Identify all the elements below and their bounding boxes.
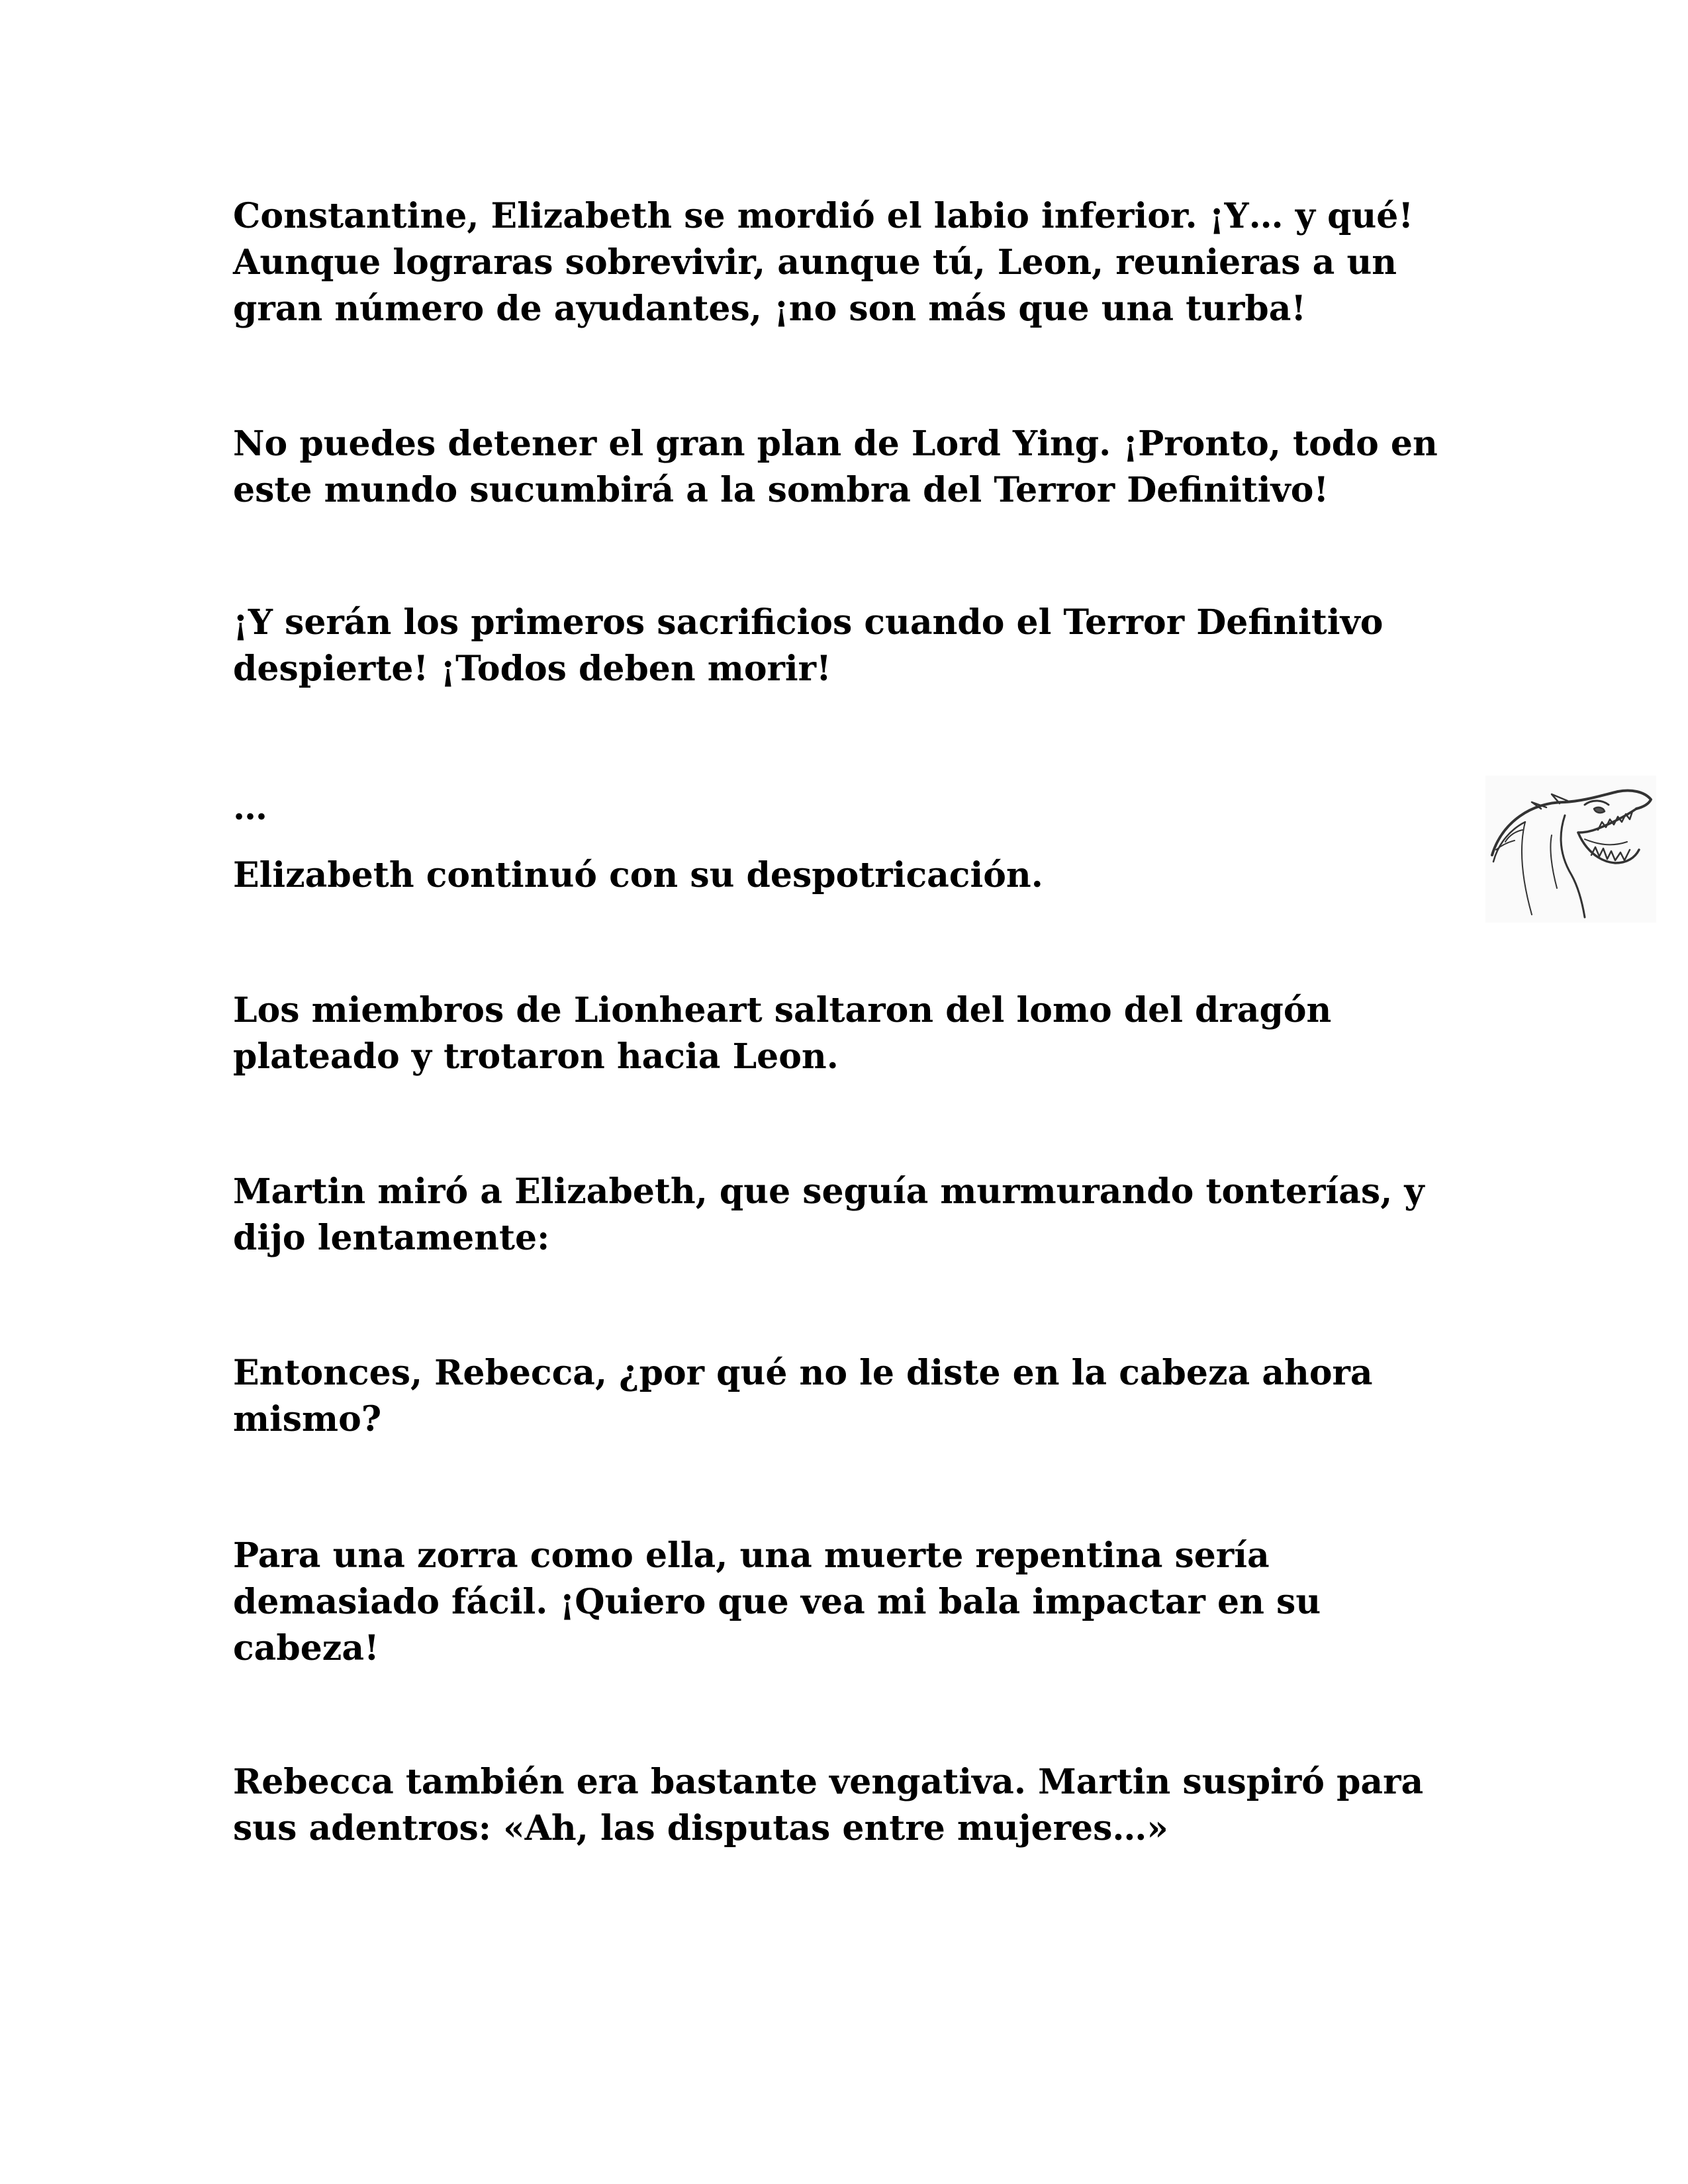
dragon-head-sketch-icon bbox=[1485, 776, 1656, 923]
paragraph-8: Para una zorra como ella, una muerte repentina sería demasiado fácil. ¡Quiero que vea mi bala impactar en su cabeza! bbox=[233, 1535, 1321, 1668]
paragraph-5: Los miembros de Lionheart saltaron del lomo del dragón plateado y trotaron hacia Leon. bbox=[233, 990, 1332, 1077]
paragraph-3: ¡Y serán los primeros sacrificios cuando el Terror Definitivo despierte! ¡Todos deben morir! bbox=[233, 602, 1383, 689]
paragraph-2: No puedes detener el gran plan de Lord Ying. ¡Pronto, todo en este mundo sucumbirá a la sombra del Terror Definitivo! bbox=[233, 424, 1438, 510]
paragraph-6: Martin miró a Elizabeth, que seguía murmurando tonterías, y dijo lentamente: bbox=[233, 1171, 1425, 1258]
paragraph-ellipsis: … bbox=[233, 788, 267, 828]
paragraph-1: Constantine, Elizabeth se mordió el labio inferior. ¡Y… y qué! Aunque lograras sobrevivir, aunque tú, Leon, reunieras a un gran número de ayudantes, ¡no son más que una turba! bbox=[233, 196, 1414, 329]
paragraph-9: Rebecca también era bastante vengativa. Martin suspiró para sus adentros: «Ah, las disputas entre mujeres…» bbox=[233, 1762, 1424, 1848]
paragraph-7: Entonces, Rebecca, ¿por qué no le diste en la cabeza ahora mismo? bbox=[233, 1353, 1373, 1439]
paragraph-4: Elizabeth continuó con su despotricación. bbox=[233, 855, 1043, 895]
